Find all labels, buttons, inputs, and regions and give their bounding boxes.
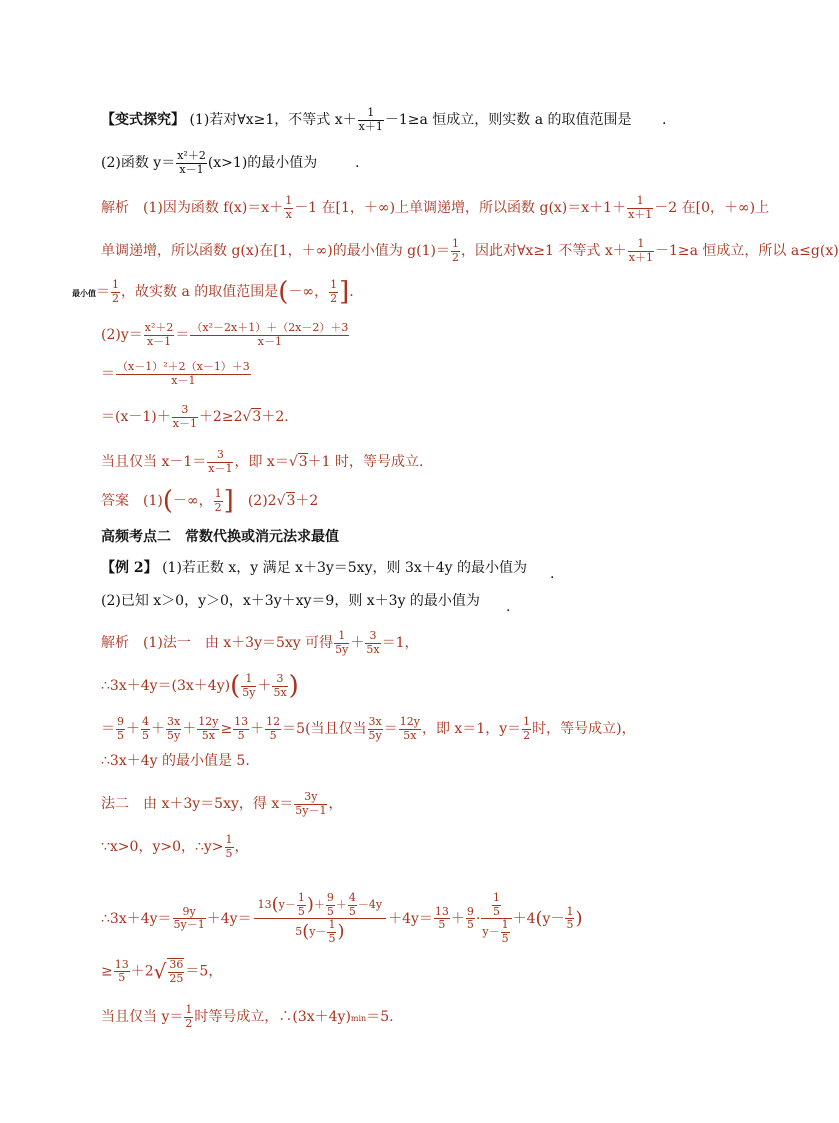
q2-text-b: (x>1)的最小值为 [207,155,318,172]
fraction: $\frac{1}{x+1}$ [358,106,383,133]
subscript-min: 最小值 [72,288,96,299]
solution-label: 解析 [101,635,129,652]
fraction: $\frac{9}{5}$ [466,904,474,932]
solution1-line-6: ＝(x－1)＋ $\frac{3}{x-1}$ ＋2≥2√3＋2. [101,403,289,430]
fraction: $\frac{1}{2}$ [523,715,531,742]
fraction: $\frac{4}{5}$ [142,715,149,742]
solution1-line-7: 当且仅当 x－1＝ $\frac{3}{x-1}$ ，即 x＝√3＋1 时，等号成立. [101,448,424,475]
fraction: $\frac{1}{5}$ [566,904,574,932]
fraction: $\frac{\text{（x²－2x＋1）＋（2x－2）＋3}}{x-1}$ [191,321,349,348]
fraction: $\frac{3x}{5y}$ [368,715,382,742]
fraction: $\frac{13}{5}$ [114,957,129,985]
fraction: $\frac{12}{5}$ [266,715,281,742]
sqrt-symbol: √ [242,409,252,426]
compound-fraction: $\frac{1}{5}$ y－ $\frac{1}{5}$ [481,892,511,946]
fraction: $\frac{\text{x²＋2}}{x-1}$ [144,321,174,348]
solution2-line-3: ＝ $\frac{9}{5}$ ＋ $\frac{4}{5}$ ＋ $\frac{3x}{5y}$ ＋ $\frac{12y}{5x}$ ≥ $\frac{13}{5}$ ＋ $\frac{12}{5}$ ＝5(当且仅当 $\frac{3x}{5y}$ ＝ $\frac{12y}{5x}$ ，即 x＝1，y＝ $\frac{1}{2}$ 时，等号成立)， [101,715,636,742]
blank-dot: . [550,566,555,582]
blank-dot: . [662,112,667,128]
fraction: $\frac{1}{x}$ [285,194,293,221]
fraction: $\frac{3}{5x}$ [366,629,380,656]
fraction: $\frac{1}{2}$ [451,237,459,264]
solution2-line-9: 当且仅当 y＝ $\frac{1}{2}$ 时等号成立，∴(3x＋4y)min＝5. [101,1003,394,1030]
q1-text-a: (1)若对∀x≥1，不等式 x＋ [189,112,357,129]
fraction: $\frac{3x}{5y}$ [167,715,181,742]
fraction: $\frac{3y}{5y-1}$ [295,790,327,817]
compound-fraction: 13(y－ $\frac{1}{5}$ )＋ $\frac{9}{5}$ ＋ $\frac{4}{5}$ －4y 5(y－ $\frac{1}{5}$ ) [254,892,387,946]
fraction: $\frac{12y}{5x}$ [399,715,420,742]
section-heading: 高频考点二 常数代换或消元法求最值 [101,529,339,545]
fraction: $\frac{3}{x-1}$ [208,448,233,475]
fraction: $\frac{\text{x²＋2}}{x-1}$ [177,149,206,176]
fraction: $\frac{9}{5}$ [117,715,124,742]
answer-label: 答案 [101,493,129,510]
fraction: $\frac{1}{2}$ [214,487,222,514]
example2-question-2: (2)已知 x＞0，y＞0，x＋3y＋xy＝9，则 x＋3y 的最小值为 [101,593,480,609]
fraction: $\frac{1}{2}$ [112,278,119,305]
solution2-line-5: 法二 由 x＋3y＝5xy，得 x＝ $\frac{3y}{5y-1}$ ， [101,790,343,817]
solution2-line-2: ∴3x＋4y＝(3x＋4y)( $\frac{1}{5y}$ ＋ $\frac{3}{5x}$ ) [101,671,299,702]
fraction: $\frac{1}{2}$ [185,1003,193,1030]
fraction: $\frac{1}{x+1}$ [628,194,653,221]
fraction: $\frac{13}{5}$ [234,715,249,742]
solution2-line-7: ∴3x＋4y＝ $\frac{9y}{5y-1}$ ＋4y＝ 13(y－ $\frac{1}{5}$ )＋ $\frac{9}{5}$ ＋ $\frac{4}{5}$ －4y 5(y－ $\frac{1}{5}$ ) ＋4y＝ $\frac{13}{5}$ ＋ $\frac{9}{5}$ · $\frac{1}{5}$ y－ $\frac{1}{5}$ ＋4(y－ $\frac{1}{5}$ ) [101,891,583,945]
q1-text-b: －1≥a 恒成立，则实数 a 的取值范围是 [384,112,632,129]
variation-tag: 【变式探究】 [101,112,185,129]
fraction: $\frac{3}{x-1}$ [172,403,197,430]
variation-question-1 [101,107,632,133]
solution-label: 解析 [101,200,129,217]
solution2-line-8: ≥ $\frac{13}{5}$ ＋2√ $\frac{36}{25}$ ＝5， [101,957,223,985]
solution1-line-3: 最小值＝ $\frac{1}{2}$ ，故实数 a 的取值范围是(－∞， $\frac{1}{2}$ ]. [72,277,354,308]
example-tag: 【例 2】 [101,560,158,576]
sqrt-symbol: √ [288,454,298,471]
fraction: $\frac{36}{25}$ [169,958,184,985]
blank-dot: . [506,599,511,615]
answer-line: 答案 (1)(－∞， $\frac{1}{2}$ ] (2)2√3＋2 [101,486,319,517]
example2-question-1: 【例 2】 (1)若正数 x，y 满足 x＋3y＝5xy，则 3x＋4y 的最小值为 [101,560,528,576]
sqrt-symbol: √ [153,959,167,984]
blank-dot: . [355,155,360,171]
fraction: $\frac{1}{5}$ [225,833,233,860]
solution1-line-4: (2)y＝ $\frac{\text{x²＋2}}{x-1}$ ＝ $\frac{\text{（x²－2x＋1）＋（2x－2）＋3}}{x-1}$ [101,321,349,348]
solution2-line-1: 解析 (1)法一 由 x＋3y＝5xy 可得 $\frac{1}{5y}$ ＋ $\frac{3}{5x}$ ＝1， [101,629,419,656]
fraction: $\frac{\text{（x－1）²＋2（x－1）＋3}}{x-1}$ [117,360,250,387]
fraction: $\frac{1}{2}$ [330,278,338,305]
fraction: $\frac{9y}{5y-1}$ [173,904,205,932]
solution1-line-2: 单调递增，所以函数 g(x)在[1，＋∞)的最小值为 g(1)＝ $\frac{1}{2}$ ，因此对∀x≥1 不等式 x＋ $\frac{1}{x+1}$ －1≥a 恒成立，所以 a≤g(x) [101,237,839,264]
fraction: $\frac{3}{5x}$ [273,672,287,699]
fraction: $\frac{1}{5y}$ [335,629,349,656]
subscript-min: min [350,1014,367,1024]
solution2-line-6: ∵x>0，y>0，∴y> $\frac{1}{5}$ ， [101,833,249,860]
solution1-line-1: 解析 (1)因为函数 f(x)＝x＋ $\frac{1}{x}$ －1 在[1，＋∞)上单调递增，所以函数 g(x)＝x＋1＋ $\frac{1}{x+1}$ －2 在[0，＋∞)上 [101,194,770,221]
sqrt-symbol: √ [276,493,286,510]
fraction: $\frac{1}{5y}$ [242,672,256,699]
q2-text-a: (2)函数 y＝ [101,155,176,172]
fraction: $\frac{1}{x+1}$ [628,237,653,264]
solution2-line-4: ∴3x＋4y 的最小值是 5. [101,753,250,769]
solution1-line-5: ＝ $\frac{\text{（x－1）²＋2（x－1）＋3}}{x-1}$ [101,360,250,387]
fraction: $\frac{13}{5}$ [434,904,449,932]
variation-question-2 [101,150,317,176]
fraction: $\frac{12y}{5x}$ [198,715,219,742]
